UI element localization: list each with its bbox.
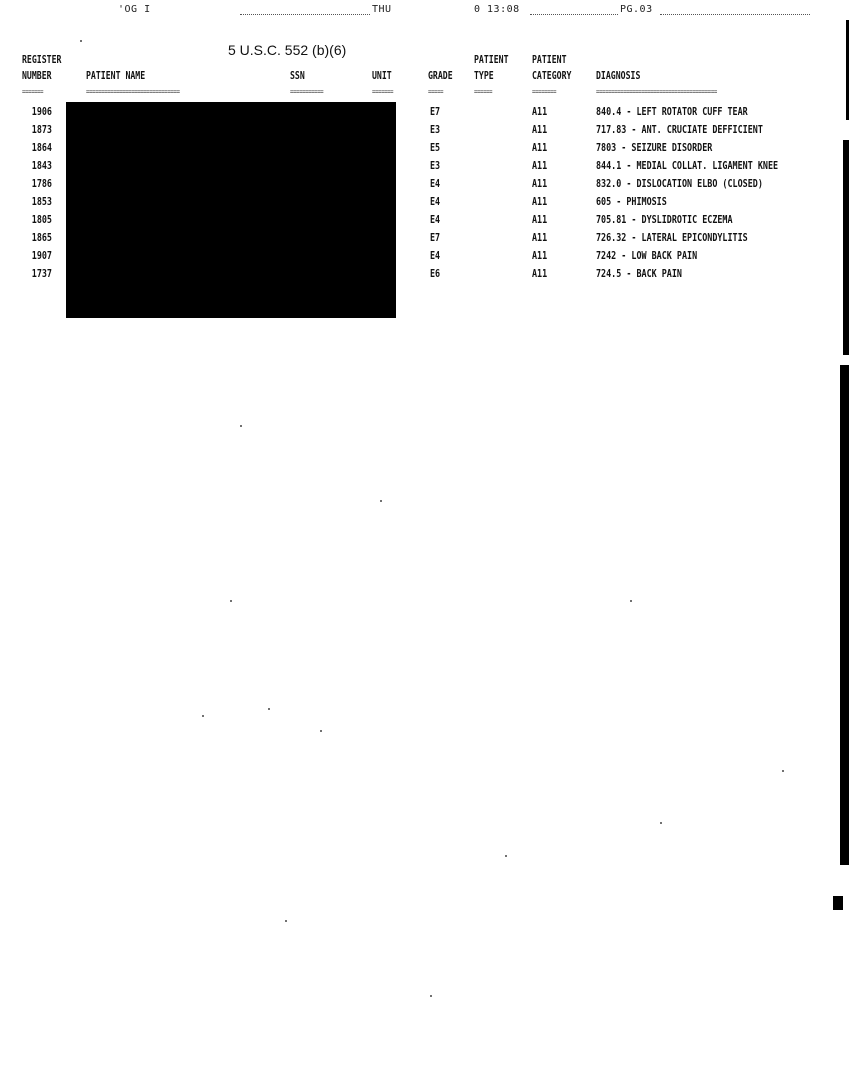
row-3-grade: E5 xyxy=(430,142,441,154)
scan-speck xyxy=(630,600,632,602)
row-10-grade: E6 xyxy=(430,268,441,280)
scan-speck xyxy=(80,40,82,42)
scan-speck xyxy=(782,770,784,772)
separator-patient-name: =============================== xyxy=(86,87,180,96)
row-4-diagnosis: 844.1 - MEDIAL COLLAT. LIGAMENT KNEE xyxy=(596,160,779,172)
row-9-grade: E4 xyxy=(430,250,441,262)
separator-unit: ======= xyxy=(372,87,394,96)
header-patient-type-2: TYPE xyxy=(474,70,494,82)
fax-header-page: PG.03 xyxy=(620,4,653,15)
scan-speck xyxy=(285,920,287,922)
row-5-grade: E4 xyxy=(430,178,441,190)
row-7-register: 1805 xyxy=(31,214,52,226)
separator-register: ======= xyxy=(22,87,44,96)
foia-exemption-stamp: 5 U.S.C. 552 (b)(6) xyxy=(228,42,347,58)
scan-edge-mark-1 xyxy=(846,20,849,120)
row-5-category: A11 xyxy=(532,178,548,190)
row-7-category: A11 xyxy=(532,214,548,226)
row-8-diagnosis: 726.32 - LATERAL EPICONDYLITIS xyxy=(596,232,748,244)
row-4-grade: E3 xyxy=(430,160,441,172)
row-8-register: 1865 xyxy=(31,232,52,244)
row-2-diagnosis: 717.83 - ANT. CRUCIATE DEFFICIENT xyxy=(596,124,763,136)
row-4-category: A11 xyxy=(532,160,548,172)
row-8-category: A11 xyxy=(532,232,548,244)
separator-grade: ===== xyxy=(428,87,444,96)
header-patient-category-2: CATEGORY xyxy=(532,70,572,82)
header-unit: UNIT xyxy=(372,70,392,82)
row-10-diagnosis: 724.5 - BACK PAIN xyxy=(596,268,682,280)
scan-speck xyxy=(268,708,270,710)
row-3-category: A11 xyxy=(532,142,548,154)
header-patient-name: PATIENT NAME xyxy=(86,70,146,82)
scan-speck xyxy=(380,500,382,502)
fax-header-rule-1 xyxy=(240,14,370,15)
fax-header-day: THU xyxy=(372,4,392,15)
separator-diagnosis: ======================================== xyxy=(596,87,717,96)
header-patient-type-1: PATIENT xyxy=(474,54,509,66)
row-3-diagnosis: 7803 - SEIZURE DISORDER xyxy=(596,142,713,154)
row-9-register: 1907 xyxy=(31,250,52,262)
header-grade: GRADE xyxy=(428,70,453,82)
separator-ssn: =========== xyxy=(290,87,324,96)
row-1-grade: E7 xyxy=(430,106,441,118)
row-6-grade: E4 xyxy=(430,196,441,208)
row-2-category: A11 xyxy=(532,124,548,136)
redaction-block xyxy=(66,102,396,318)
header-ssn: SSN xyxy=(290,70,305,82)
row-9-diagnosis: 7242 - LOW BACK PAIN xyxy=(596,250,698,262)
fax-header-time: 0 13:08 xyxy=(474,4,520,15)
row-1-category: A11 xyxy=(532,106,548,118)
row-1-diagnosis: 840.4 - LEFT ROTATOR CUFF TEAR xyxy=(596,106,748,118)
row-6-diagnosis: 605 - PHIMOSIS xyxy=(596,196,667,208)
scan-speck xyxy=(230,600,232,602)
scan-speck xyxy=(320,730,322,732)
row-2-grade: E3 xyxy=(430,124,441,136)
header-diagnosis: DIAGNOSIS xyxy=(596,70,641,82)
header-patient-category-1: PATIENT xyxy=(532,54,567,66)
row-2-register: 1873 xyxy=(31,124,52,136)
row-4-register: 1843 xyxy=(31,160,52,172)
scan-speck xyxy=(430,995,432,997)
row-5-register: 1786 xyxy=(31,178,52,190)
row-3-register: 1864 xyxy=(31,142,52,154)
scan-speck xyxy=(202,715,204,717)
row-1-register: 1906 xyxy=(31,106,52,118)
row-8-grade: E7 xyxy=(430,232,441,244)
scan-speck xyxy=(660,822,662,824)
row-6-register: 1853 xyxy=(31,196,52,208)
header-register-2: NUMBER xyxy=(22,70,52,82)
row-5-diagnosis: 832.0 - DISLOCATION ELBO (CLOSED) xyxy=(596,178,763,190)
row-7-diagnosis: 705.81 - DYSLIDROTIC ECZEMA xyxy=(596,214,733,226)
header-register-1: REGISTER xyxy=(22,54,62,66)
row-10-category: A11 xyxy=(532,268,548,280)
scan-speck xyxy=(240,425,242,427)
scan-edge-mark-3 xyxy=(840,365,849,865)
fax-header-rule-2 xyxy=(530,14,618,15)
scan-speck xyxy=(505,855,507,857)
fax-header-left: 'OG I xyxy=(118,4,151,15)
scan-edge-mark-4 xyxy=(833,896,843,910)
row-9-category: A11 xyxy=(532,250,548,262)
row-7-grade: E4 xyxy=(430,214,441,226)
row-10-register: 1737 xyxy=(31,268,52,280)
separator-patient-category: ======== xyxy=(532,87,557,96)
row-6-category: A11 xyxy=(532,196,548,208)
fax-header-rule-3 xyxy=(660,14,810,15)
scan-edge-mark-2 xyxy=(843,140,849,355)
separator-patient-type: ====== xyxy=(474,87,493,96)
